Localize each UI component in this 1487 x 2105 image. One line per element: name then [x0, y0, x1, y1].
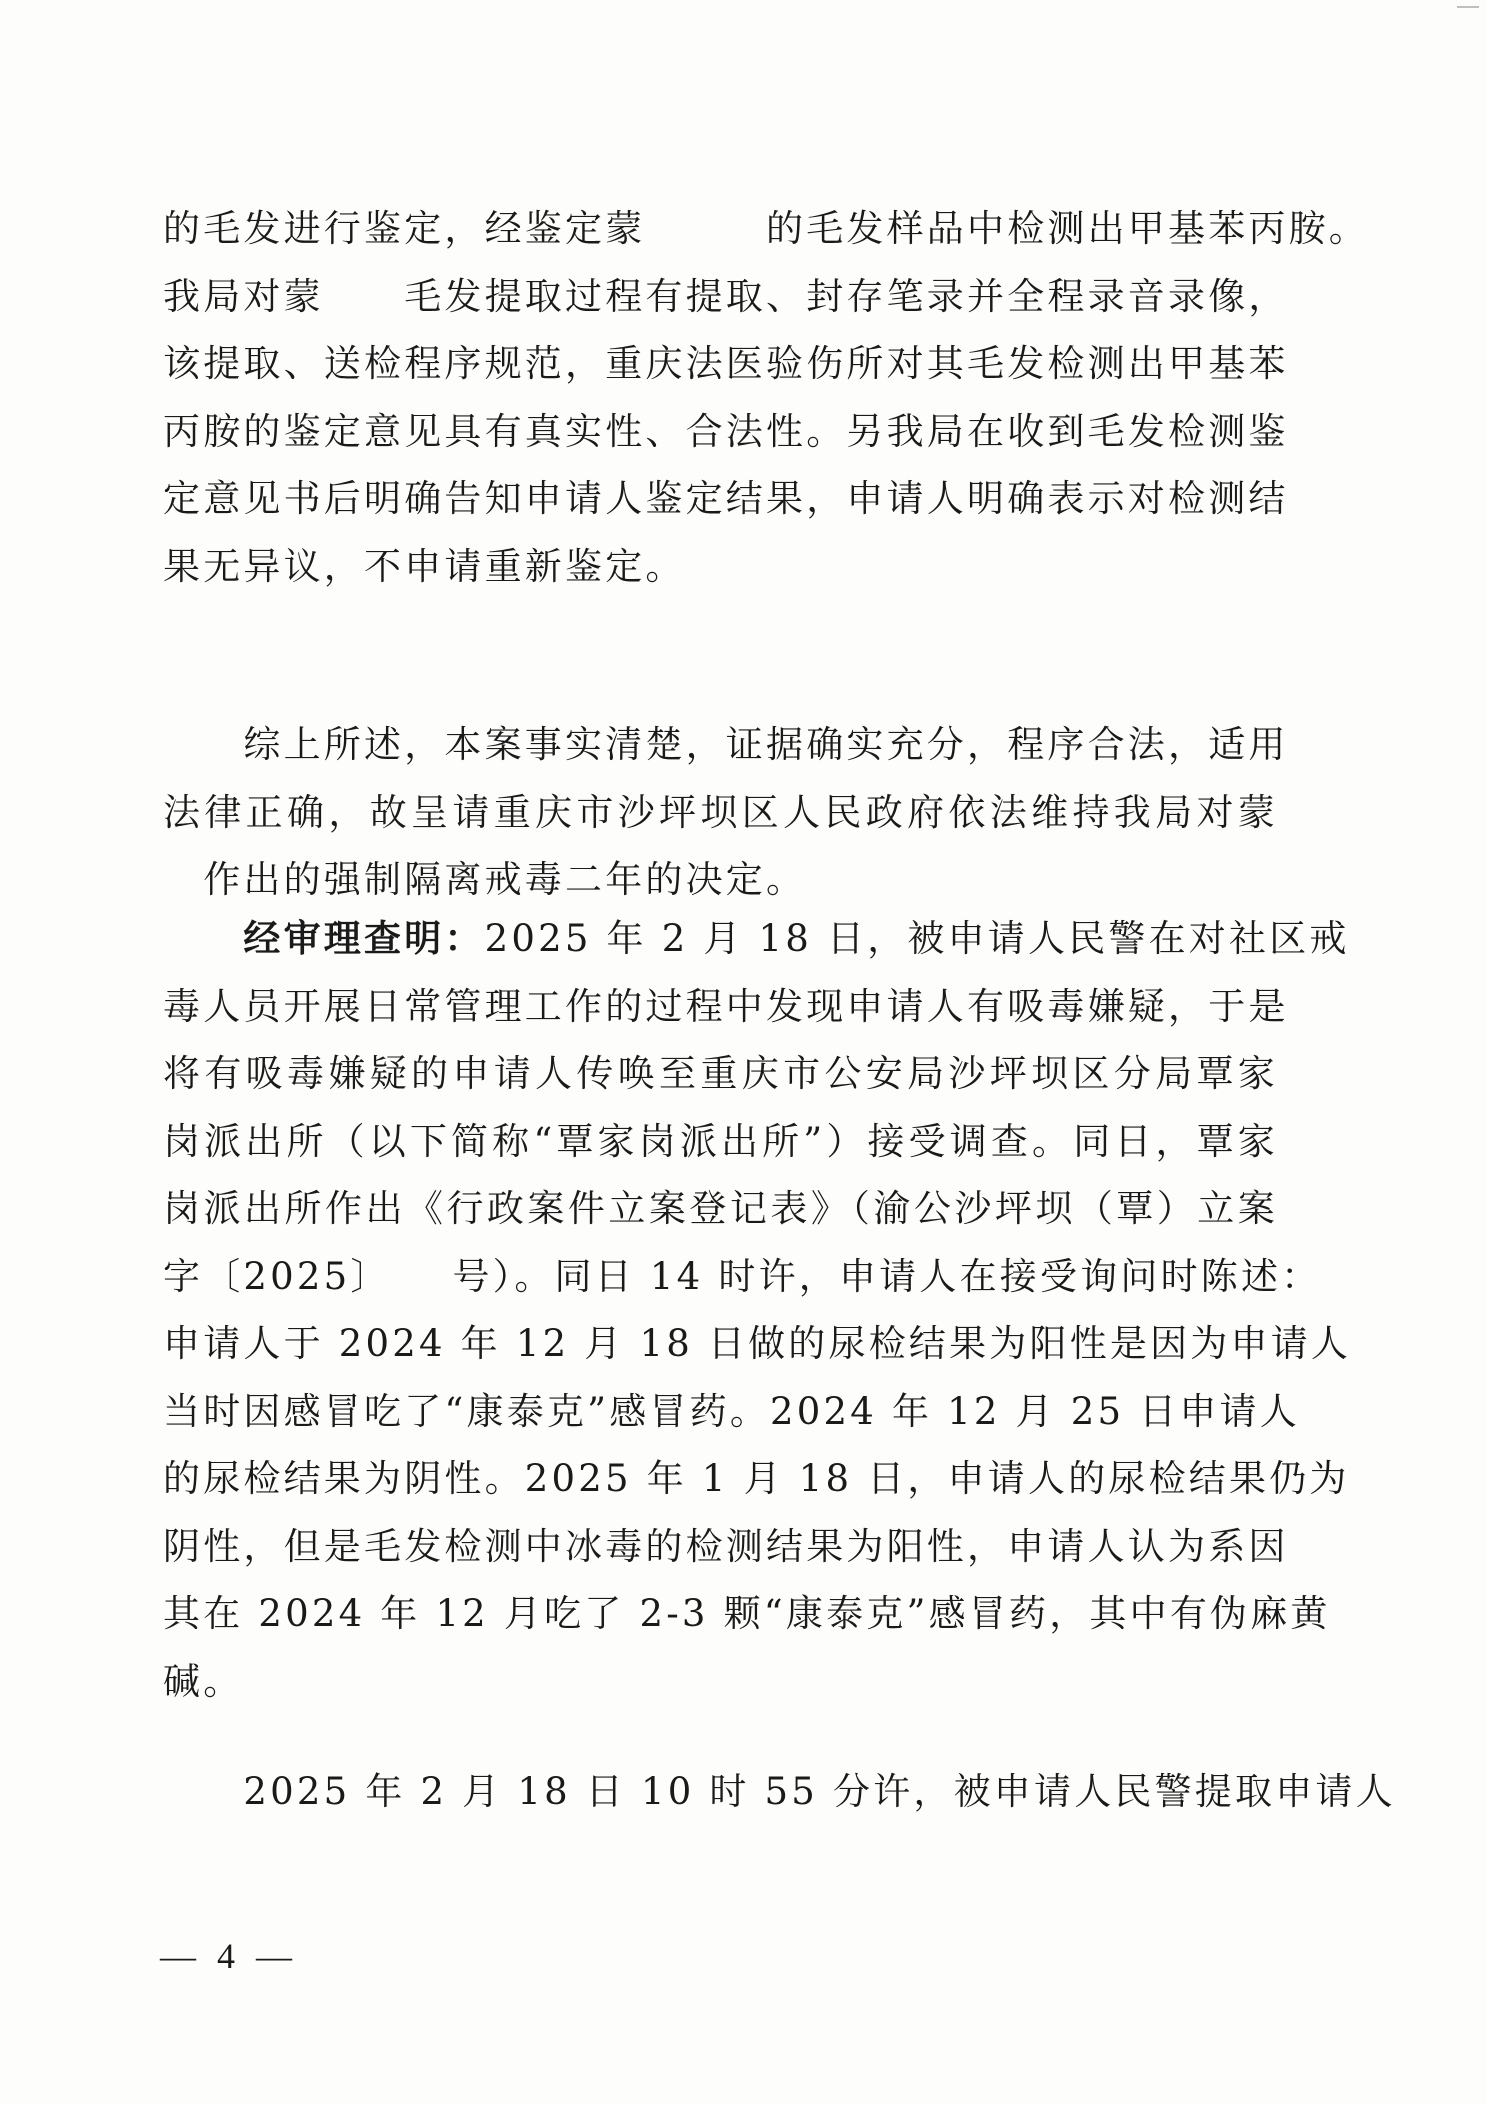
- text-line: 字〔2025〕 号）。同日 14 时许，申请人在接受询问时陈述：: [163, 1254, 1322, 1298]
- text-line: 的尿检结果为阴性。2025 年 1 月 18 日，申请人的尿检结果仍为: [163, 1457, 1350, 1500]
- text-line: [163, 905, 1350, 973]
- finding-text: 2025 年 2 月 18 日，被申请人民警在对社区戒: [484, 917, 1350, 960]
- text-line: 其在 2024 年 12 月吃了 2-3 颗“康泰克”感冒药，其中有伪麻黄: [163, 1592, 1331, 1635]
- text-line: 岗派出所作出《行政案件立案登记表》（渝公沙坪坝（覃）立案: [163, 1187, 1278, 1230]
- text-line: 该提取、送检程序规范，重庆法医验伤所对其毛发检测出甲基苯: [163, 342, 1289, 385]
- text-line: 岗派出所（以下简称“覃家岗派出所”）接受调查。同日，覃家: [163, 1119, 1278, 1163]
- paragraph-4: [163, 1758, 1396, 1826]
- finding-heading: 经审理查明：: [243, 917, 485, 960]
- text-line: 法律正确，故呈请重庆市沙坪坝区人民政府依法维持我局对蒙: [163, 790, 1278, 834]
- text-line: 当时因感冒吃了“康泰克”感冒药。2024 年 12 月 25 日申请人: [163, 1389, 1300, 1433]
- text-line: 将有吸毒嫌疑的申请人传唤至重庆市公安局沙坪坝区分局覃家: [163, 1052, 1278, 1095]
- text-line: 2025 年 2 月 18 日 10 时 55 分许，被申请人民警提取申请人: [163, 1770, 1396, 1813]
- scan-edge-mark: [1457, 6, 1479, 8]
- text-line: 定意见书后明确告知申请人鉴定结果，申请人明确表示对检测结: [163, 477, 1289, 520]
- paragraph-3: [163, 905, 1352, 1715]
- text-line: 果无异议，不申请重新鉴定。: [163, 544, 686, 588]
- paragraph-2: [163, 711, 1289, 914]
- page-number: — 4 —: [160, 1936, 298, 1976]
- text-line: 作出的强制隔离戒毒二年的决定。: [163, 858, 807, 901]
- text-line: 毒人员开展日常管理工作的过程中发现申请人有吸毒嫌疑，于是: [163, 984, 1289, 1028]
- text-line: 我局对蒙 毛发提取过程有提取、封存笔录并全程录音录像，: [163, 274, 1289, 318]
- text-line: 的毛发进行鉴定，经鉴定蒙 的毛发样品中检测出甲基苯丙胺。: [163, 207, 1369, 250]
- paragraph-1: [163, 195, 1369, 600]
- text-line: 申请人于 2024 年 12 月 18 日做的尿检结果为阳性是因为申请人: [163, 1322, 1352, 1365]
- text-line: 丙胺的鉴定意见具有真实性、合法性。另我局在收到毛发检测鉴: [163, 409, 1289, 453]
- text-line: 碱。: [163, 1659, 244, 1703]
- text-line: 综上所述，本案事实清楚，证据确实充分，程序合法，适用: [163, 723, 1289, 766]
- text-line: 阴性，但是毛发检测中冰毒的检测结果为阳性，申请人认为系因: [163, 1524, 1289, 1568]
